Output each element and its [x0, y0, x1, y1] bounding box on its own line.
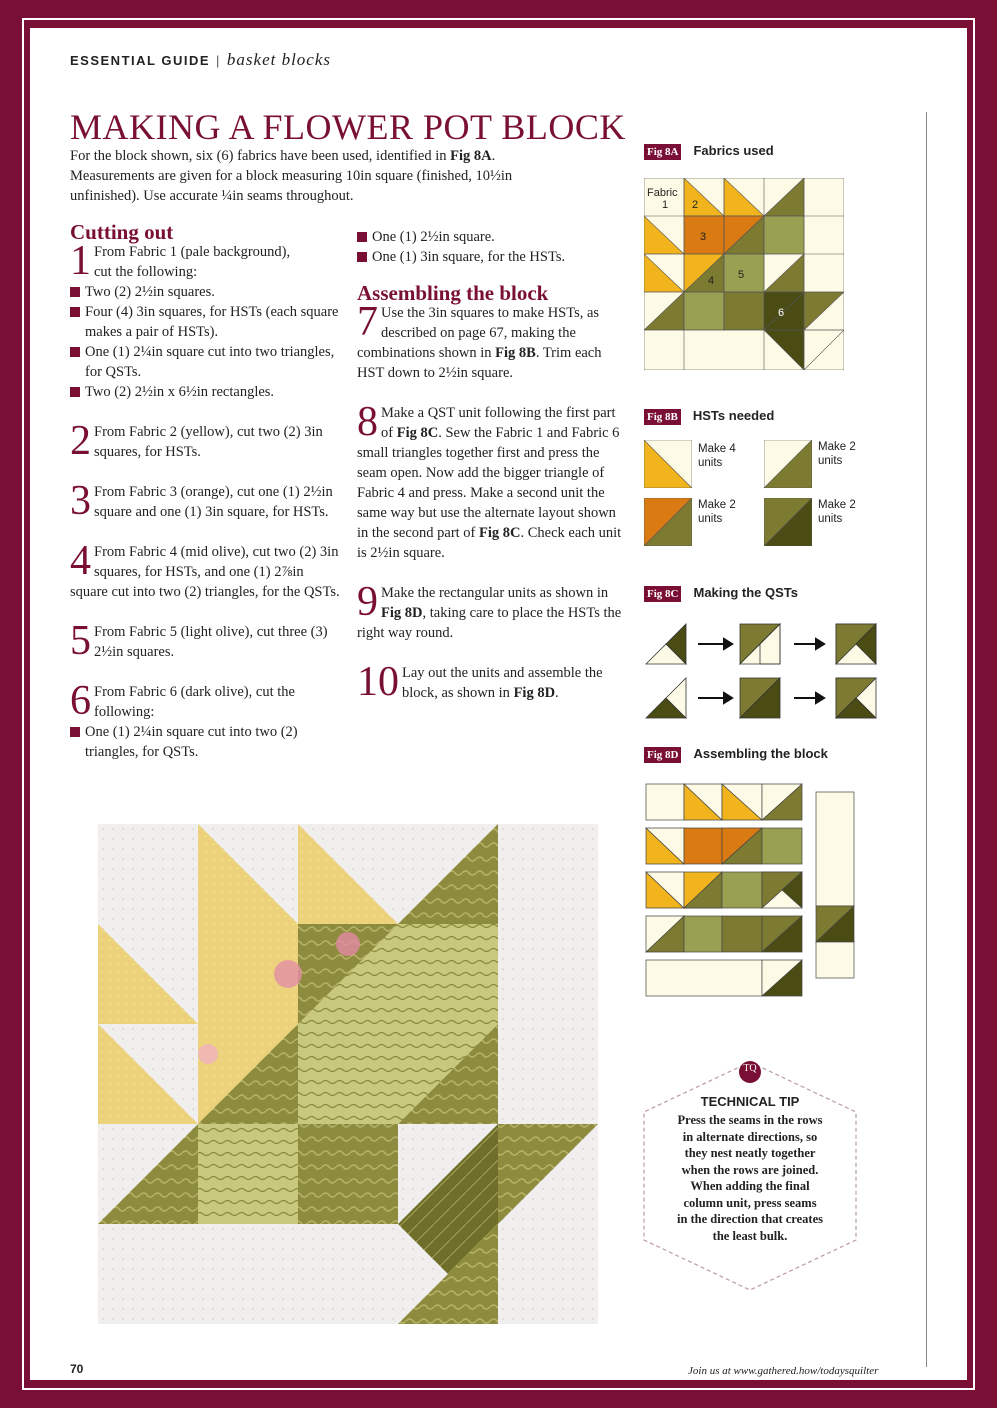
step-7 — [357, 299, 627, 383]
fig-8a-caption — [644, 143, 774, 160]
tip-line: when the rows are joined. — [681, 1162, 819, 1177]
intro-paragraph — [70, 146, 610, 206]
fig-ref: Fig 8B — [495, 345, 536, 361]
step-text: From Fabric 1 (pale background), — [94, 244, 291, 260]
tip-heading: TECHNICAL TIP — [700, 1094, 800, 1109]
step-10 — [357, 659, 627, 705]
intro-text-end: . — [491, 148, 496, 164]
assembling-heading: Assembling the block — [357, 281, 549, 305]
bullet-text: Two (2) 2½in squares. — [85, 284, 215, 300]
step-9 — [357, 579, 627, 643]
tip-body — [650, 1112, 850, 1244]
fig-8d-caption — [644, 746, 828, 763]
fig-label: Assembling the block — [693, 746, 828, 761]
cutting-heading: Cutting out — [70, 220, 174, 244]
header-topic: basket blocks — [226, 50, 332, 69]
hst-label: Make 2 units — [698, 499, 736, 525]
fig-8b-caption — [644, 408, 774, 425]
hst-orange-olive — [644, 498, 692, 546]
svg-text:6: 6 — [778, 307, 785, 319]
hst-label: Make 2 units — [818, 499, 856, 525]
step-2 — [70, 418, 342, 464]
tip-line: the least bulk. — [712, 1228, 788, 1243]
fig-tag: Fig 8C — [644, 586, 681, 602]
intro-text-2: Measurements are given for a block measuring 10in square (finished, 10½in — [70, 168, 513, 184]
bullet-text: One (1) 2¼in square cut into two (2) triangles, for QSTs. — [85, 724, 298, 760]
step-5 — [70, 618, 342, 664]
step-text: Make a QST unit following the first part of — [381, 405, 616, 441]
block-photo — [98, 824, 598, 1324]
running-header — [70, 50, 331, 70]
tip-line: Press the seams in the rows — [677, 1113, 823, 1127]
intro-text: For the block shown, six (6) fabrics have been used, identified in — [70, 148, 451, 164]
fig-label: Fabrics used — [693, 143, 774, 158]
step-number: 10 — [357, 659, 399, 705]
hst-cream-olive — [764, 440, 812, 488]
header-section: ESSENTIAL GUIDE — [70, 53, 211, 68]
bullet-square-icon — [70, 287, 80, 297]
intro-fig-ref: Fig 8A — [450, 148, 492, 164]
bullet-item — [70, 342, 342, 382]
tq-badge: TQ — [743, 1063, 757, 1074]
magazine-page — [30, 28, 967, 1380]
hst-yellow-cream — [644, 440, 692, 488]
step-text: . Sew the Fabric 1 and Fabric 6 small triangles together first and press the seam open. Now add the bigger triangle of Fabric 4 and press. Make a second unit the same way but use the alternate layout shown in the second part of — [357, 425, 620, 541]
fig-ref: Fig 8C — [479, 525, 521, 541]
svg-text:1: 1 — [662, 199, 669, 211]
step-text: Make the rectangular units as shown in — [381, 585, 609, 601]
fig-8a-diagram — [644, 178, 844, 370]
tip-line: column unit, press seams — [683, 1195, 817, 1210]
step-number: 1 — [70, 238, 91, 284]
svg-text:5: 5 — [738, 269, 745, 281]
svg-text:3: 3 — [700, 231, 707, 243]
step-number: 5 — [70, 618, 91, 664]
header-separator: | — [216, 53, 221, 68]
svg-text:2: 2 — [692, 199, 699, 211]
bullet-text: One (1) 2¼in square cut into two triangles, for QSTs. — [85, 344, 335, 380]
bullet-item — [70, 722, 342, 762]
step-number: 8 — [357, 399, 378, 445]
step-8 — [357, 399, 627, 563]
page-title: MAKING A FLOWER POT BLOCK — [70, 107, 626, 147]
intro-text-3: unfinished). Use accurate ¼in seams throughout. — [70, 188, 354, 204]
step-text: . Check each unit is 2½in square. — [357, 525, 622, 561]
bullet-text: One (1) 2½in square. — [372, 229, 495, 245]
fig-label: HSTs needed — [692, 408, 775, 423]
tip-line: in alternate directions, so — [682, 1129, 818, 1144]
step-text: Lay out the units and assemble the block, as shown in — [402, 665, 603, 701]
fig-8d-diagram — [644, 782, 858, 1004]
tip-line: When adding the final — [690, 1179, 810, 1193]
bullet-item — [70, 382, 342, 402]
step-number: 9 — [357, 579, 378, 625]
step-number: 6 — [70, 678, 91, 724]
svg-text:4: 4 — [708, 275, 715, 287]
fig-ref: Fig 8C — [396, 425, 439, 441]
step-6 — [70, 678, 342, 724]
step-3 — [70, 478, 342, 524]
fig-ref: Fig 8D — [381, 605, 423, 621]
fig-tag: Fig 8B — [644, 409, 681, 425]
step-number: 3 — [70, 478, 91, 524]
bullet-text: Two (2) 2½in x 6½in rectangles. — [85, 384, 275, 400]
step-text: From Fabric 3 (orange), cut one (1) 2½in square and one (1) 3in square, for HSTs. — [94, 484, 333, 520]
footer-join-link[interactable]: Join us at www.gathered.how/todaysquilter — [688, 1365, 879, 1377]
step-4 — [70, 538, 342, 602]
assembling-column — [357, 227, 627, 703]
step-text: From Fabric 5 (light olive), cut three (3) 2½in squares. — [94, 624, 328, 660]
tip-line: in the direction that creates — [676, 1212, 824, 1226]
bullet-item — [70, 282, 342, 302]
step-number: 4 — [70, 538, 91, 584]
step-text: cut the following: — [94, 264, 198, 280]
hst-label: Make 4 units — [698, 443, 736, 469]
step-text: Use the 3in squares to make HSTs, as described on page 67, making the combinations shown in — [357, 305, 600, 361]
bullet-square-icon — [70, 347, 80, 357]
fig-8c-diagram — [644, 618, 884, 728]
fig-label: Making the QSTs — [693, 585, 798, 600]
step-text: From Fabric 2 (yellow), cut two (2) 3in squares, for HSTs. — [94, 424, 323, 460]
bullet-square-icon — [70, 727, 80, 737]
bullet-square-icon — [357, 252, 367, 262]
fig-ref: Fig 8D — [513, 685, 556, 701]
hst-olive-dark — [764, 498, 812, 546]
bullet-square-icon — [357, 232, 367, 242]
bullet-item — [70, 302, 342, 342]
page-number: 70 — [70, 1362, 84, 1376]
step-number: 7 — [357, 299, 378, 345]
step-1 — [70, 238, 342, 284]
step-text: From Fabric 6 (dark olive), cut the following: — [94, 684, 295, 720]
cutting-column — [70, 222, 342, 762]
bullet-item — [357, 227, 627, 247]
step-text: From Fabric 4 (mid olive), cut two (2) 3in squares, for HSTs, and one (1) 2⅞in square cut into two (2) triangles, for the QSTs. — [70, 544, 340, 600]
fig-tag: Fig 8A — [644, 144, 681, 160]
bullet-square-icon — [70, 307, 80, 317]
bullet-square-icon — [70, 387, 80, 397]
step-number: 2 — [70, 418, 91, 464]
step-text: , taking care to place the HSTs the right way round. — [357, 605, 622, 641]
bullet-text: Four (4) 3in squares, for HSTs (each square makes a pair of HSTs). — [85, 304, 339, 340]
bullet-text: One (1) 3in square, for the HSTs. — [372, 249, 566, 265]
column-divider — [926, 112, 927, 1367]
tip-line: they nest neatly together — [684, 1146, 816, 1160]
fabric-label: Fabric — [647, 187, 678, 199]
step-text: . — [555, 685, 559, 701]
fig-8c-caption — [644, 585, 798, 602]
hst-label: Make 2 units — [818, 441, 856, 467]
step-text: . Trim each HST down to 2½in square. — [357, 345, 602, 381]
fig-tag: Fig 8D — [644, 747, 681, 763]
bullet-item — [357, 247, 627, 267]
